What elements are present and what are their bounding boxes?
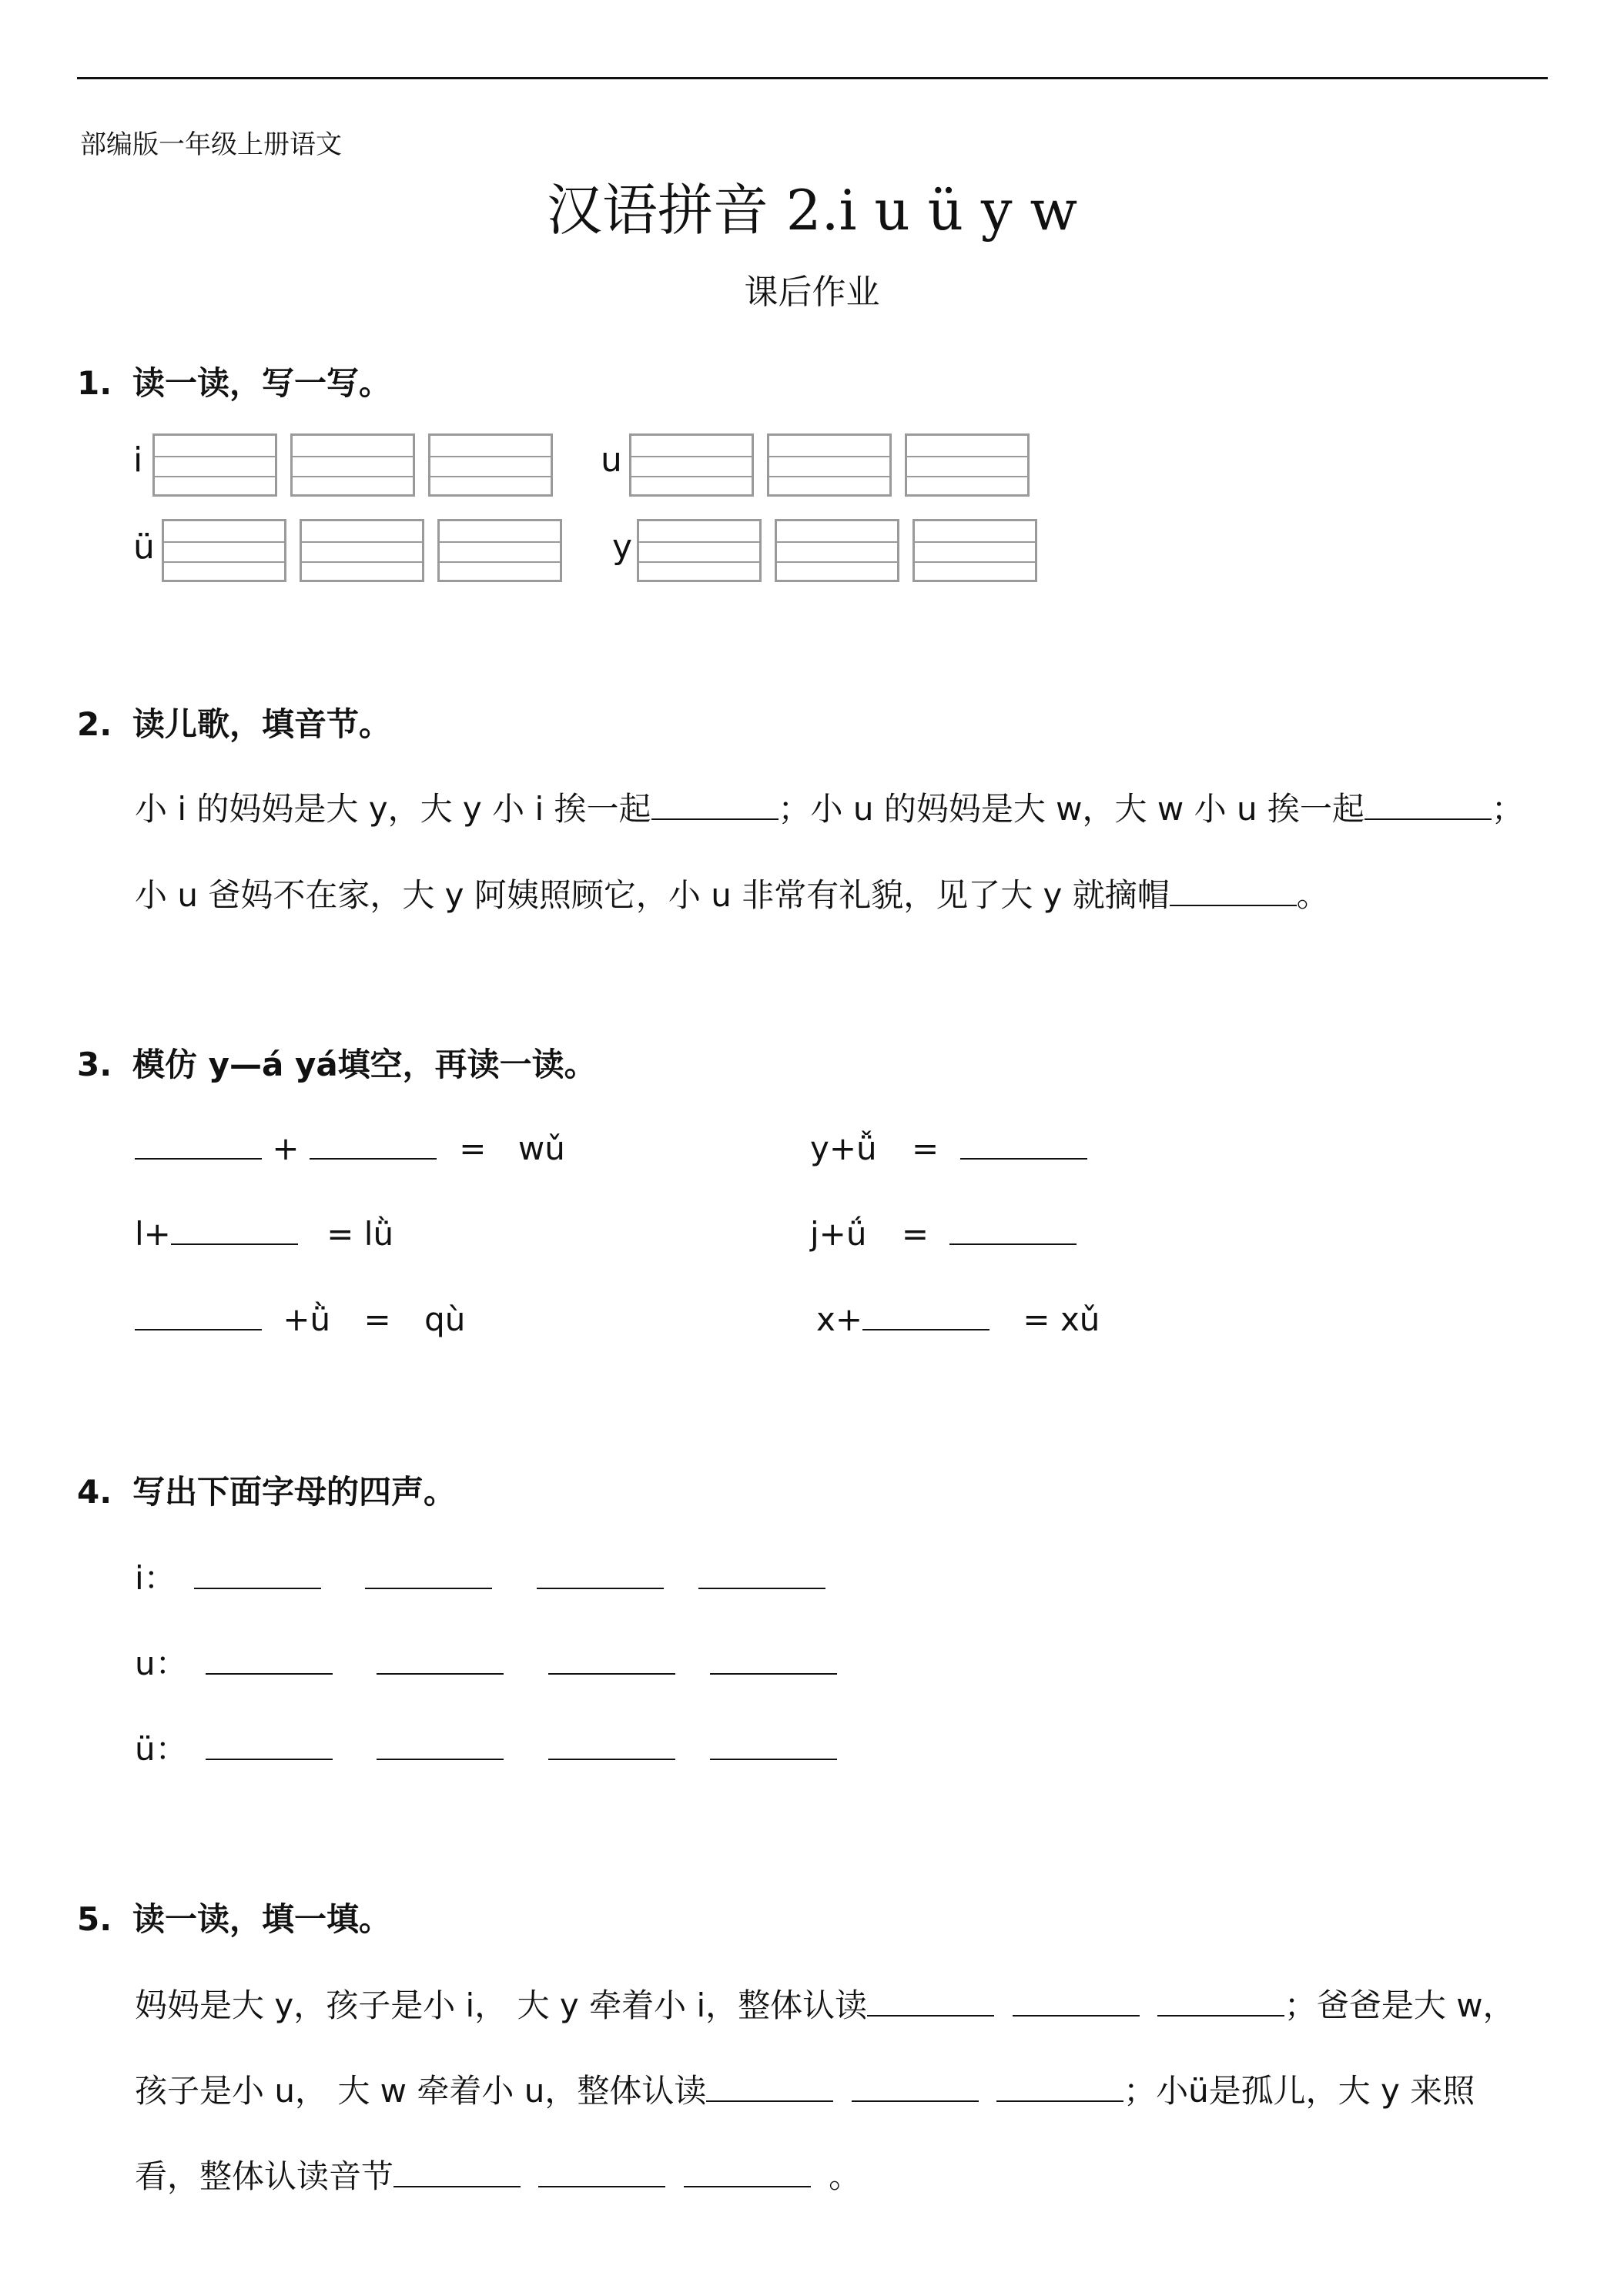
tone-row-u-umlaut [135,1724,837,1770]
question-number: 2. [77,705,112,743]
question-title: 读一读，写一写。 [132,364,392,402]
question-number: 4. [77,1473,112,1511]
writing-grid[interactable] [775,519,899,582]
answer-blank[interactable] [377,1641,504,1675]
answer-blank[interactable] [949,1211,1077,1245]
syllable: = lǜ [326,1215,394,1253]
answer-blank[interactable] [698,1555,825,1589]
answer-blank[interactable] [548,1726,675,1760]
writing-grid[interactable] [629,433,754,497]
answer-blank[interactable] [135,1297,262,1330]
question-number: 3. [77,1046,112,1083]
answer-blank[interactable] [1364,786,1492,820]
fill-line-1 [135,1980,1515,2027]
passage-text: 妈妈是大 y，孩子是小 i， 大 y 牵着小 i，整体认读 [135,1986,868,2024]
letter-i: i [133,440,143,480]
answer-blank[interactable] [206,1726,333,1760]
passage-text: ；爸爸是大 w， [1284,1986,1515,2024]
answer-blank[interactable] [710,1641,837,1675]
answer-blank[interactable] [194,1555,321,1589]
writing-grid[interactable] [290,433,415,497]
rhyme-text: ； [1491,790,1524,828]
question-title: 写出下面字母的四声。 [132,1473,457,1511]
syllable: j+ǘ [810,1215,867,1253]
writing-grid[interactable] [300,519,424,582]
header-subtitle: 部编版一年级上册语文 [80,129,342,160]
equals-sign: = [912,1130,939,1167]
question-title: 模仿 y—á yá填空，再读一读。 [132,1046,597,1083]
writing-grid[interactable] [428,433,553,497]
question-title: 读儿歌，填音节。 [132,705,392,743]
tone-letter: u： [135,1645,188,1682]
passage-text: 看，整体认读音节 [135,2157,394,2195]
equation-row-3-left [135,1297,465,1338]
rhyme-text: 小 i 的妈妈是大 y，大 y 小 i 挨一起 [135,790,651,828]
question-2-heading [77,699,391,745]
answer-blank[interactable] [862,1297,989,1330]
answer-blank[interactable] [377,1726,504,1760]
question-title: 读一读，填一填。 [132,1900,392,1938]
syllable: y+ǚ [810,1130,877,1167]
syllable: = xǔ [1023,1300,1100,1338]
writing-grid[interactable] [905,433,1030,497]
tone-letter: i： [135,1559,176,1597]
fill-line-2 [135,2066,1475,2112]
equation-row-3-right [816,1297,1100,1338]
writing-grid[interactable] [162,519,286,582]
syllable: l+ [135,1215,171,1253]
rhyme-text: 小 u 爸妈不在家，大 y 阿姨照顾它，小 u 非常有礼貌，见了大 y 就摘帽 [135,876,1170,914]
passage-text: 。 [829,2157,862,2195]
rhyme-text: ；小 u 的妈妈是大 w，大 w 小 u 挨一起 [778,790,1364,828]
passage-text: ；小ü是孤儿，大 y 来照 [1123,2072,1475,2110]
answer-blank[interactable] [365,1555,492,1589]
answer-blank[interactable] [393,2154,521,2187]
answer-blank[interactable] [996,2068,1123,2102]
answer-blank[interactable] [852,2068,979,2102]
syllable: qù [424,1300,466,1338]
question-1-heading [77,358,391,404]
syllable: x+ [816,1300,863,1338]
question-3-heading [77,1039,597,1086]
writing-grid[interactable] [437,519,562,582]
answer-blank[interactable] [684,2154,811,2187]
nursery-rhyme-line-1 [135,784,1524,830]
syllable: wǔ [517,1130,565,1167]
top-rule [77,77,1548,79]
section-title: 课后作业 [744,273,880,312]
letter-u-umlaut: ü [133,527,155,567]
answer-blank[interactable] [1157,1983,1284,2017]
tone-row-u [135,1638,837,1685]
equals-sign: = [901,1215,929,1253]
answer-blank[interactable] [1013,1983,1140,2017]
answer-blank[interactable] [651,786,779,820]
rhyme-text: 。 [1296,876,1329,914]
writing-grid[interactable] [912,519,1037,582]
question-5-heading [77,1894,391,1940]
question-number: 5. [77,1900,112,1938]
plus-sign: + [272,1130,300,1167]
equation-row-1-left [135,1126,565,1167]
equation-row-1-right [810,1126,1087,1167]
writing-grid[interactable] [152,433,277,497]
writing-grid[interactable] [767,433,892,497]
answer-blank[interactable] [548,1641,675,1675]
answer-blank[interactable] [537,1555,664,1589]
letter-y: y [612,527,633,567]
equation-row-2-left [135,1211,393,1253]
answer-blank[interactable] [867,1983,994,2017]
letter-u: u [601,440,622,480]
answer-blank[interactable] [135,1126,262,1160]
answer-blank[interactable] [710,1726,837,1760]
nursery-rhyme-line-2 [135,870,1329,916]
answer-blank[interactable] [960,1126,1087,1160]
equation-row-2-right [810,1211,1077,1253]
equals-sign: = [363,1300,391,1338]
answer-blank[interactable] [1170,872,1297,906]
answer-blank[interactable] [171,1211,298,1245]
passage-text: 孩子是小 u， 大 w 牵着小 u，整体认读 [135,2072,707,2110]
question-4-heading [77,1467,456,1513]
answer-blank[interactable] [310,1126,437,1160]
syllable: +ǜ [283,1300,331,1338]
answer-blank[interactable] [538,2154,665,2187]
fill-line-3 [135,2151,861,2197]
writing-grid[interactable] [637,519,762,582]
question-number: 1. [77,364,112,402]
tone-row-i [135,1553,825,1599]
equals-sign: = [459,1130,487,1167]
page-title: 汉语拼音 2.i u ü y w [546,178,1078,243]
tone-letter: ü： [135,1730,188,1768]
answer-blank[interactable] [206,1641,333,1675]
answer-blank[interactable] [706,2068,833,2102]
